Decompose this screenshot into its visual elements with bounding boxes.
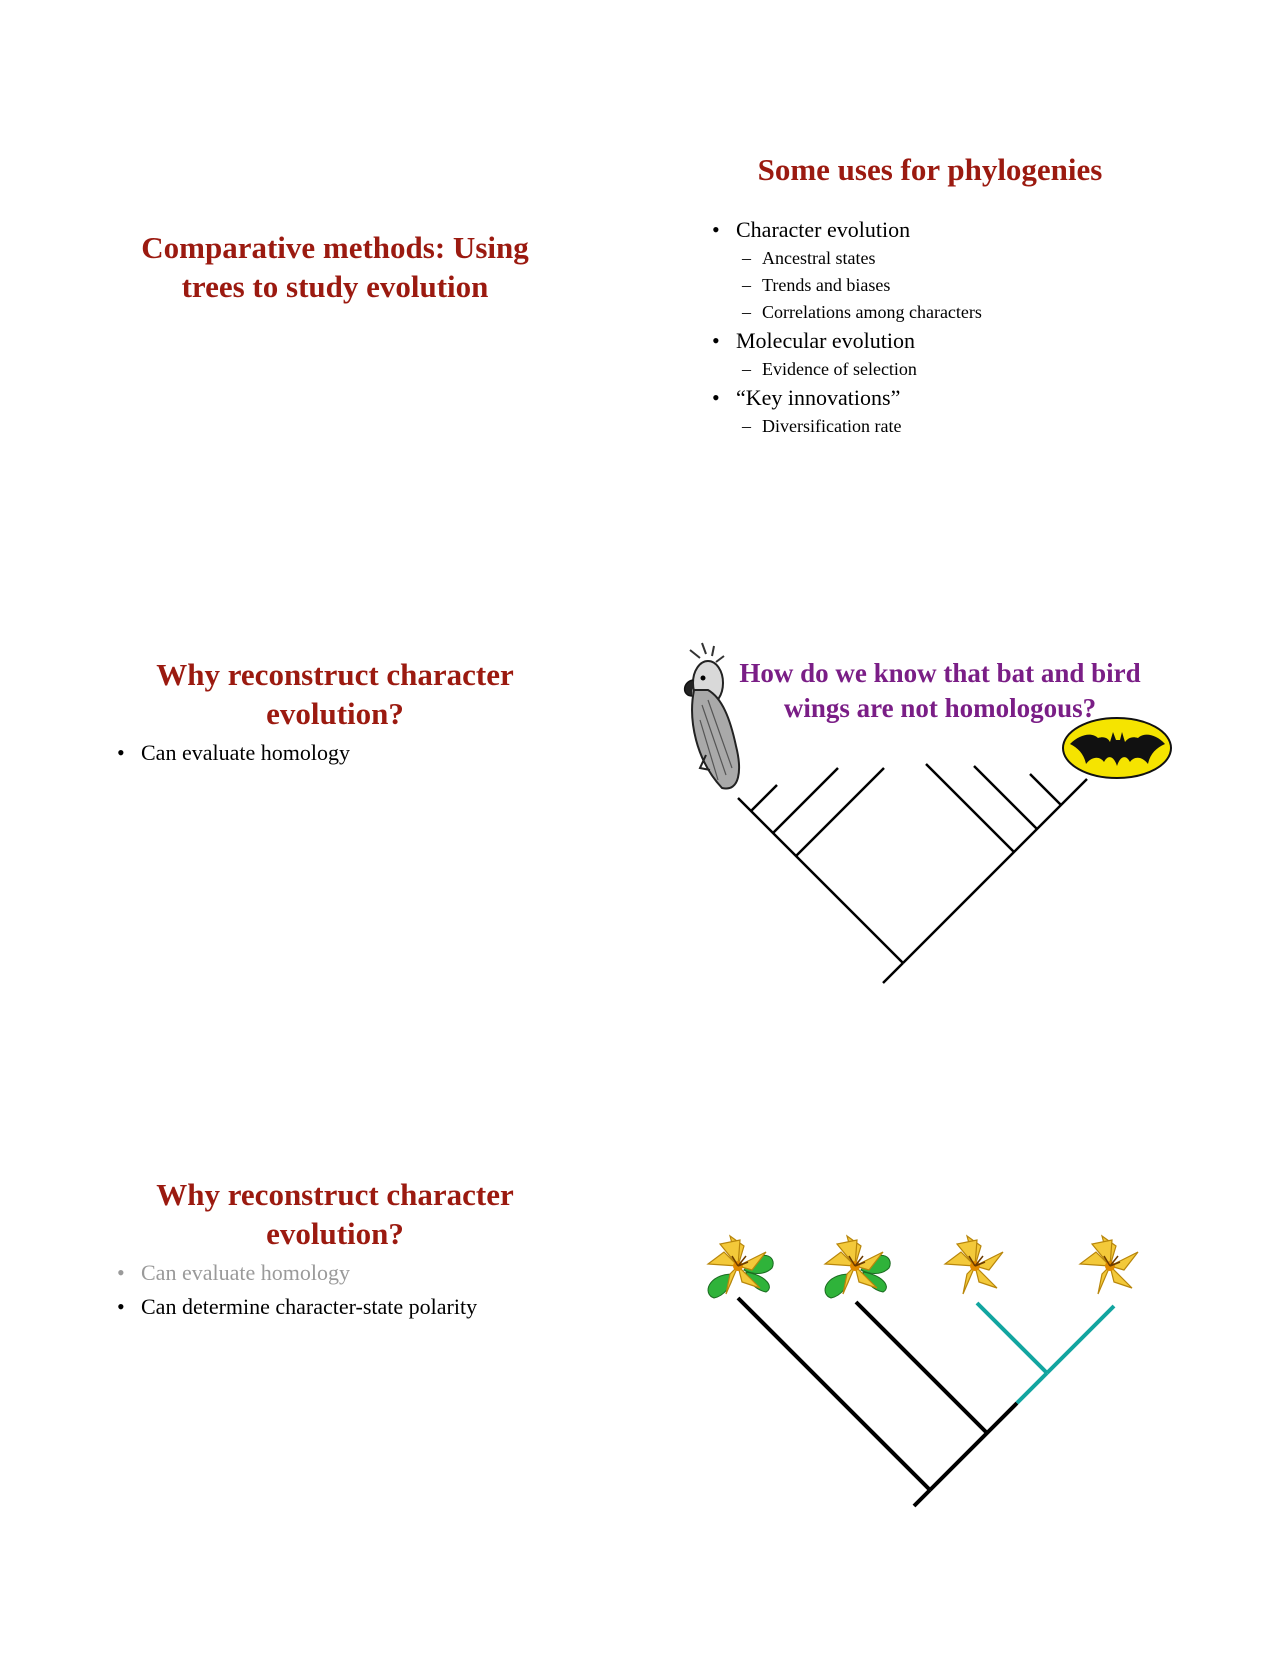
slide-2-title: Some uses for phylogenies [757, 152, 1103, 187]
tree-branch-derived [1047, 1306, 1114, 1373]
tree-branch [856, 1302, 987, 1433]
slide-1-title-line-1: Comparative methods: Using [141, 230, 529, 265]
list-item: – Correlations among characters [712, 299, 1232, 326]
list-item: • Molecular evolution [712, 326, 1232, 356]
list-item: • Can determine character-state polarity [117, 1292, 637, 1322]
list-item: – Trends and biases [712, 272, 1232, 299]
list-item: – Ancestral states [712, 245, 1232, 272]
list-item: • “Key innovations” [712, 383, 1232, 413]
lily-with-leaves-icon [708, 1236, 773, 1298]
list-item: • Can evaluate homology [117, 738, 617, 768]
tree-branch-derived [977, 1303, 1047, 1373]
slide-4-title: How do we know that bat and bird wings are not homologous? [739, 658, 1141, 723]
tree-branch-derived [1017, 1373, 1047, 1403]
list-item: • Can evaluate homology [117, 1258, 637, 1288]
tree-branch [738, 1298, 930, 1490]
lily-icon [1080, 1236, 1138, 1294]
tree-root [914, 1490, 930, 1506]
list-item: – Diversification rate [712, 413, 1232, 440]
list-item: – Evidence of selection [712, 356, 1232, 383]
lily-with-leaves-icon [825, 1236, 890, 1298]
slide-5-title: Why reconstruct character evolution? [156, 1177, 514, 1251]
tree-branch [930, 1403, 1017, 1490]
list-item: • Character evolution [712, 215, 1232, 245]
slide-3-title: Why reconstruct character evolution? [156, 657, 514, 731]
lily-icon [945, 1236, 1003, 1294]
slide-1-title-line-2: trees to study evolution [181, 269, 489, 304]
